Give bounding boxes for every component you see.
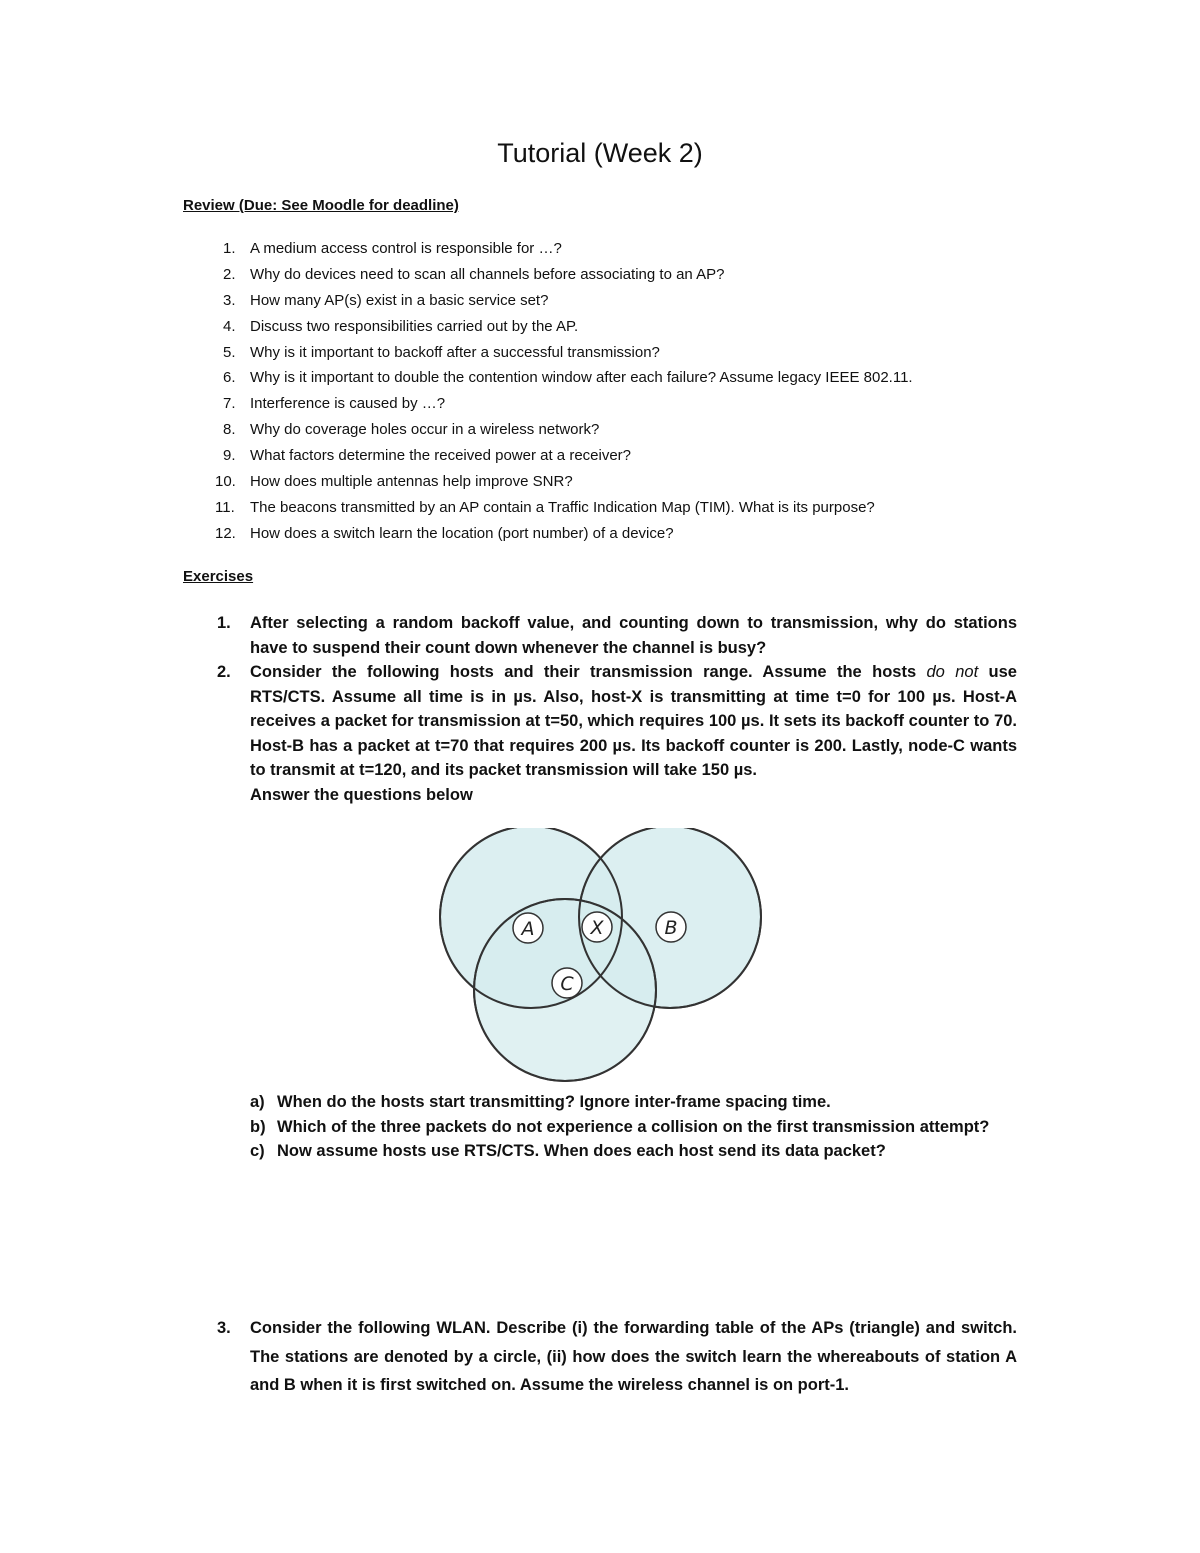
list-item <box>183 365 1043 391</box>
exercise-text-emphasis: do not <box>926 663 979 681</box>
item-number: 10. <box>215 473 236 491</box>
item-text: How does multiple antennas help improve SNR? <box>250 473 573 491</box>
node-x-label: X <box>590 917 604 939</box>
item-number: 4. <box>223 317 236 335</box>
subquestion-label: c) <box>250 1142 265 1161</box>
subquestion-text: Which of the three packets do not experience a collision on the first transmission attempt? <box>277 1117 990 1136</box>
exercise-3 <box>217 1314 1017 1400</box>
list-item <box>250 1090 1015 1115</box>
subquestion-text: Now assume hosts use RTS/CTS. When does each host send its data packet? <box>277 1142 886 1161</box>
exercise-number: 2. <box>217 663 231 681</box>
item-text: What factors determine the received power at a receiver? <box>250 447 632 465</box>
exercise-text-part: Consider the following hosts and their transmission range. Assume the hosts <box>250 663 927 681</box>
item-number: 1. <box>223 240 236 257</box>
list-item <box>250 1115 1015 1140</box>
list-item <box>183 262 1043 288</box>
transmission-range-diagram <box>430 828 800 1084</box>
item-number: 12. <box>215 524 236 542</box>
item-text: Interference is caused by …? <box>250 395 446 413</box>
item-text: The beacons transmitted by an AP contain a Traffic Indication Map (TIM). What is its purpose? <box>250 498 875 516</box>
subquestion-label: b) <box>250 1117 266 1136</box>
list-item <box>183 236 1043 262</box>
exercise-text: After selecting a random backoff value, and counting down to transmission, why do stations have to suspend their count down whenever the channel is busy? <box>250 614 1017 657</box>
item-text: How does a switch learn the location (port number) of a device? <box>250 524 674 542</box>
item-text: How many AP(s) exist in a basic service set? <box>250 291 549 309</box>
exercise-number: 3. <box>217 1319 231 1337</box>
item-text: Why is it important to double the contention window after each failure? Assume legacy IEEE 802.11. <box>250 369 913 387</box>
item-text: Why do devices need to scan all channels before associating to an AP? <box>250 265 725 283</box>
node-a-label: A <box>521 918 535 940</box>
exercise-2 <box>217 660 1017 808</box>
list-item <box>183 391 1043 417</box>
item-number: 9. <box>223 447 236 465</box>
exercise-text <box>250 660 1017 808</box>
review-heading: Review (Due: See Moodle for deadline) <box>183 197 459 214</box>
item-number: 3. <box>223 291 236 309</box>
list-item <box>183 469 1043 495</box>
item-number: 2. <box>223 265 236 283</box>
subquestion-label: a) <box>250 1093 265 1111</box>
item-number: 11. <box>215 498 235 516</box>
node-c-label: C <box>560 973 574 995</box>
exercise-1 <box>217 611 1017 660</box>
item-text: Why is it important to backoff after a successful transmission? <box>250 343 660 361</box>
item-number: 8. <box>223 421 236 439</box>
exercise-text-part: use RTS/CTS. Assume all time is in µs. Also, host-X is transmitting at time t=0 for 100 µs. Host-A receives a packet for transmission at t=50, which requires 100 µs. It sets its backoff counter to 70. Host-B has a packet at t=70 that requires 200 µs. Its backoff counter is 200. Lastly, node-C wants to transmit at t=120, and its packet transmission will take 150 µs. <box>250 663 1017 780</box>
exercises-heading: Exercises <box>183 568 254 585</box>
list-item <box>183 495 1043 521</box>
list-item <box>183 417 1043 443</box>
exercise-text-last: Answer the questions below <box>250 785 473 804</box>
item-number: 6. <box>223 369 236 387</box>
list-item <box>250 1139 1015 1164</box>
list-item <box>183 521 1043 547</box>
list-item <box>183 340 1043 366</box>
subquestion-text: When do the hosts start transmitting? Ignore inter-frame spacing time. <box>277 1093 831 1111</box>
list-item <box>183 288 1043 314</box>
node-b-label: B <box>664 917 678 939</box>
exercise-number: 1. <box>217 614 231 632</box>
review-question-list <box>183 236 1043 547</box>
item-number: 5. <box>223 343 236 361</box>
list-item <box>183 314 1043 340</box>
item-text: Why do coverage holes occur in a wireless network? <box>250 421 600 439</box>
page-title: Tutorial (Week 2) <box>497 138 703 168</box>
item-text: Discuss two responsibilities carried out by the AP. <box>250 317 579 335</box>
list-item <box>183 443 1043 469</box>
exercise-2-subquestions <box>250 1090 1015 1164</box>
item-text: A medium access control is responsible for …? <box>250 240 562 257</box>
item-number: 7. <box>223 395 236 413</box>
exercise-text: Consider the following WLAN. Describe (i) the forwarding table of the APs (triangle) and switch. The stations are denoted by a circle, (ii) how does the switch learn the whereabouts of station A and B when it is first switched on. Assume the wireless channel is on port-1. <box>250 1319 1017 1395</box>
